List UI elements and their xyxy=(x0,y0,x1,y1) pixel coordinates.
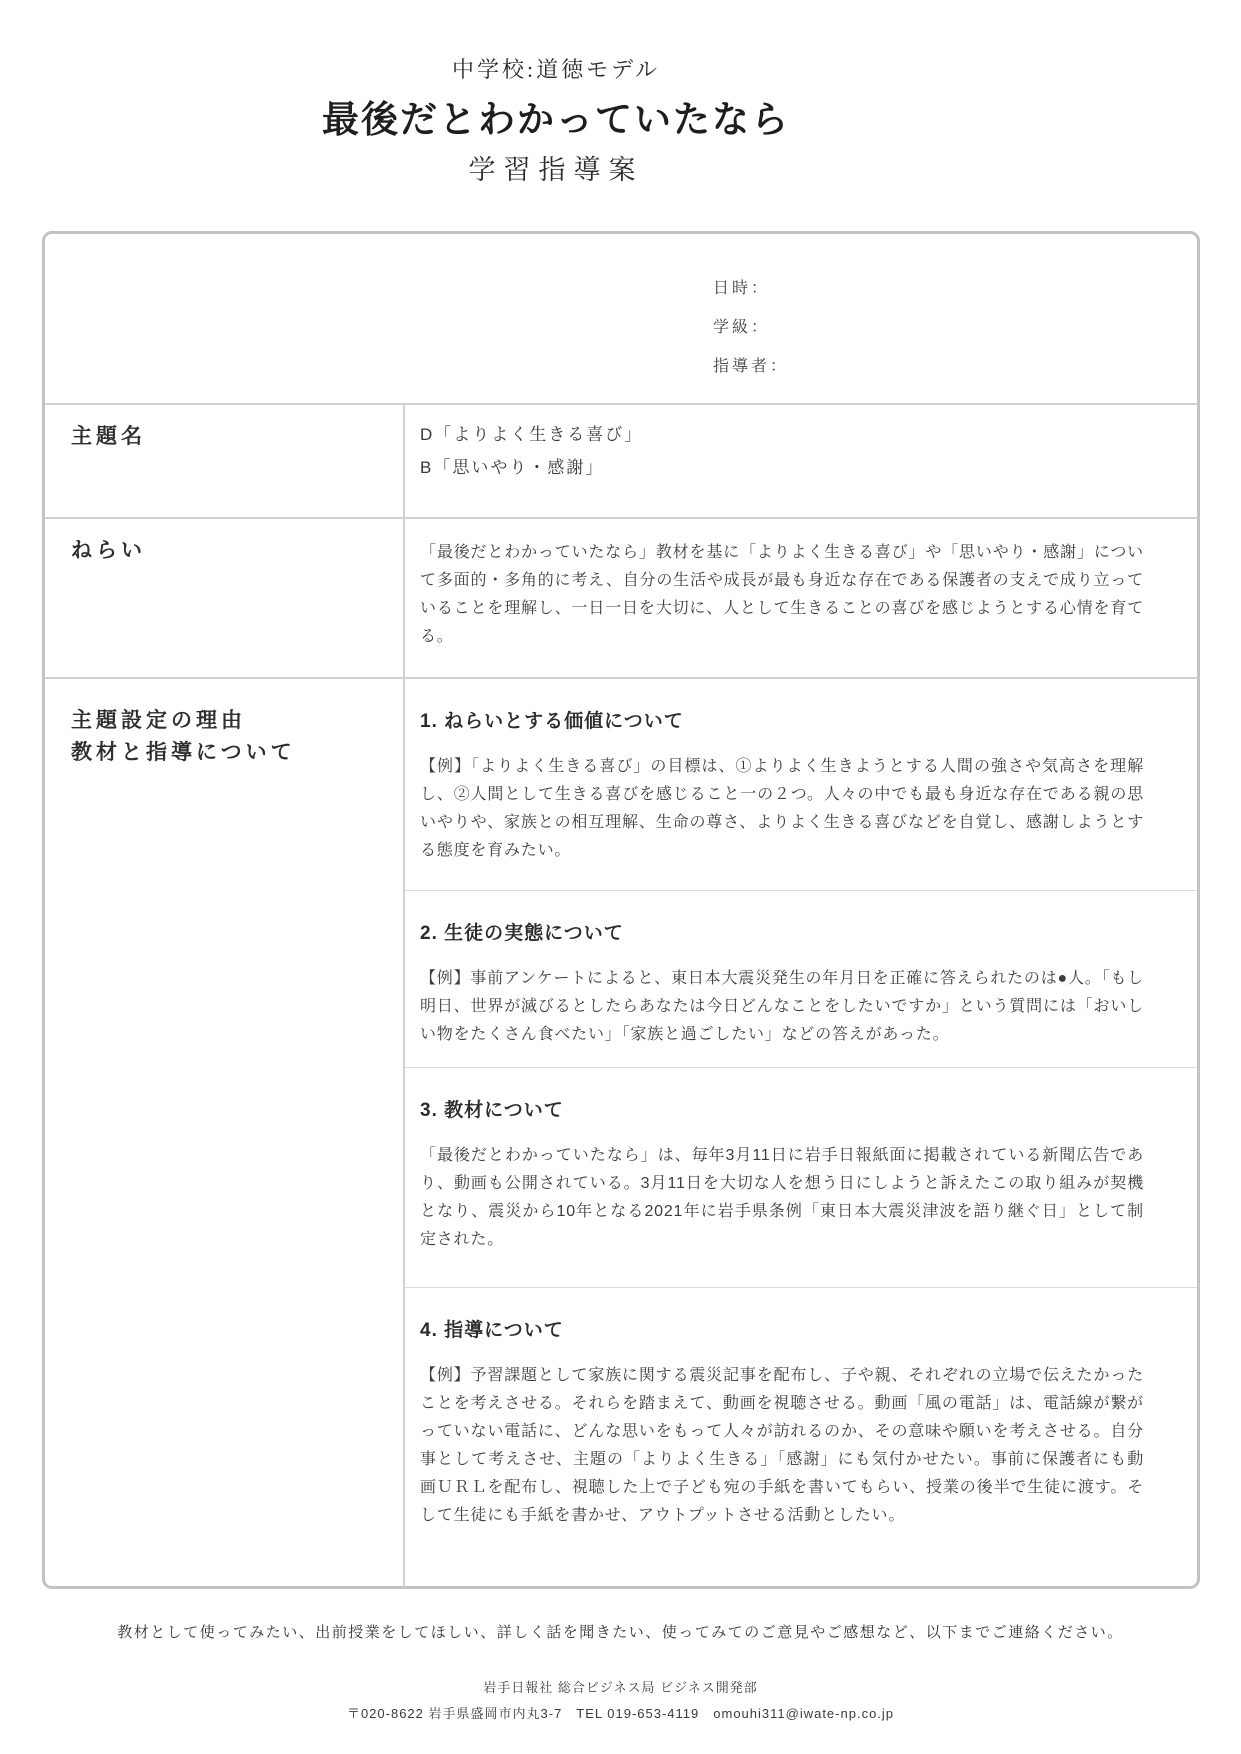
theme-value-b: B「思いやり・感謝」 xyxy=(420,458,605,477)
class-label: 学級： xyxy=(713,319,771,336)
contact-note: 教材として使ってみたい、出前授業をしてほしい、詳しく話を聞きたい、使ってみてのご意見やご感想など、以下までご連絡ください。 xyxy=(117,1624,1124,1641)
aim-row-label: ねらい xyxy=(45,519,405,677)
info-row xyxy=(45,234,1197,403)
aim-body: 「最後だとわかっていたなら」教材を基に「よりよく生きる喜び」や「思いやり・感謝」について多面的・多角的に考え、自分の生活や成長が最も身近な存在である保護者の支えで成り立っていることを理解し、一日一日を大切に、人として生きることの喜びを感じようとする心情を育てる。 xyxy=(420,544,1144,645)
publisher-address: 〒020-8622 岩手県盛岡市内丸3-7 TEL 019-653-4119 omouhi311@iwate-np.co.jp xyxy=(346,1706,895,1721)
section-student-reality xyxy=(405,890,1197,1067)
theme-value-d: D「よりよく生きる喜び」 xyxy=(420,425,644,444)
rationale-label-line2: 教材と指導について xyxy=(71,741,296,764)
section-2-heading: 2. 生徒の実態について xyxy=(420,923,624,944)
aim-row xyxy=(45,517,1197,677)
rationale-row xyxy=(45,677,1197,1586)
section-3-heading: 3. 教材について xyxy=(420,1100,564,1121)
publisher-department: 岩手日報社 総合ビジネス局 ビジネス開発部 xyxy=(483,1680,758,1695)
document-subtitle: 学習指導案 xyxy=(468,155,644,185)
section-material xyxy=(405,1067,1197,1287)
info-block xyxy=(713,276,789,380)
rationale-sections xyxy=(405,679,1197,1586)
section-3-body: 「最後だとわかっていたなら」は、毎年3月11日に岩手日報紙面に掲載されている新聞広告であり、動画も公開されている。3月11日を大切な人を想う日にしようと訴えたこの取り組みが契機となり、震災から10年となる2021年に岩手県条例「東日本大震災津波を語り継ぐ日」として制定された。 xyxy=(420,1147,1144,1248)
instructor-label: 指導者： xyxy=(713,358,790,375)
rationale-row-label xyxy=(45,679,405,1586)
section-4-heading: 4. 指導について xyxy=(420,1320,564,1341)
theme-row xyxy=(45,403,1197,517)
section-value-about xyxy=(405,679,1197,890)
section-1-body: 【例】「よりよく生きる喜び」の目標は、①よりよく生きようとする人間の強さや気高さを理解し、②人間として生きる喜びを感じること一の２つ。人々の中でも最も身近な存在である親の思いやりや、家族との相互理解、生命の尊さ、よりよく生きる喜びなどを自覚し、感謝しようとする態度を育みたい。 xyxy=(420,758,1144,859)
theme-row-label: 主題名 xyxy=(45,405,405,517)
document-title: 最後だとわかっていたなら xyxy=(322,99,790,140)
document-category: 中学校:道徳モデル xyxy=(451,57,660,82)
section-4-body: 【例】予習課題として家族に関する震災記事を配布し、子や親、それぞれの立場で伝えたかったことを考えさせる。それらを踏まえて、動画を視聴させる。動画「風の電話」は、電話線が繋がっていない電話に、どんな思いをもって人々が訪れるのか、その意味や願いを考えさせる。自分事として考えさせ、主題の「よりよく生きる」「感謝」にも気付かせたい。事前に保護者にも動画ＵＲＬを配布し、視聴した上で子ども宛の手紙を書いてもらい、授業の後半で生徒に渡す。そして生徒にも手紙を書かせ、アウトプットさせる活動としたい。 xyxy=(420,1367,1144,1524)
rationale-label-line1: 主題設定の理由 xyxy=(71,709,246,732)
section-1-heading: 1. ねらいとする価値について xyxy=(420,711,684,732)
lesson-plan-table xyxy=(42,231,1200,1589)
aim-cell xyxy=(405,519,1197,677)
theme-values xyxy=(405,405,1197,517)
section-2-body: 【例】事前アンケートによると、東日本大震災発生の年月日を正確に答えられたのは●人。「もし明日、世界が滅びるとしたらあなたは今日どんなことをしたいですか」という質問には「おいしい物をたくさん食べたい」「家族と過ごしたい」などの答えがあった。 xyxy=(420,970,1144,1043)
section-guidance xyxy=(405,1287,1197,1586)
datetime-label: 日時： xyxy=(713,280,771,297)
